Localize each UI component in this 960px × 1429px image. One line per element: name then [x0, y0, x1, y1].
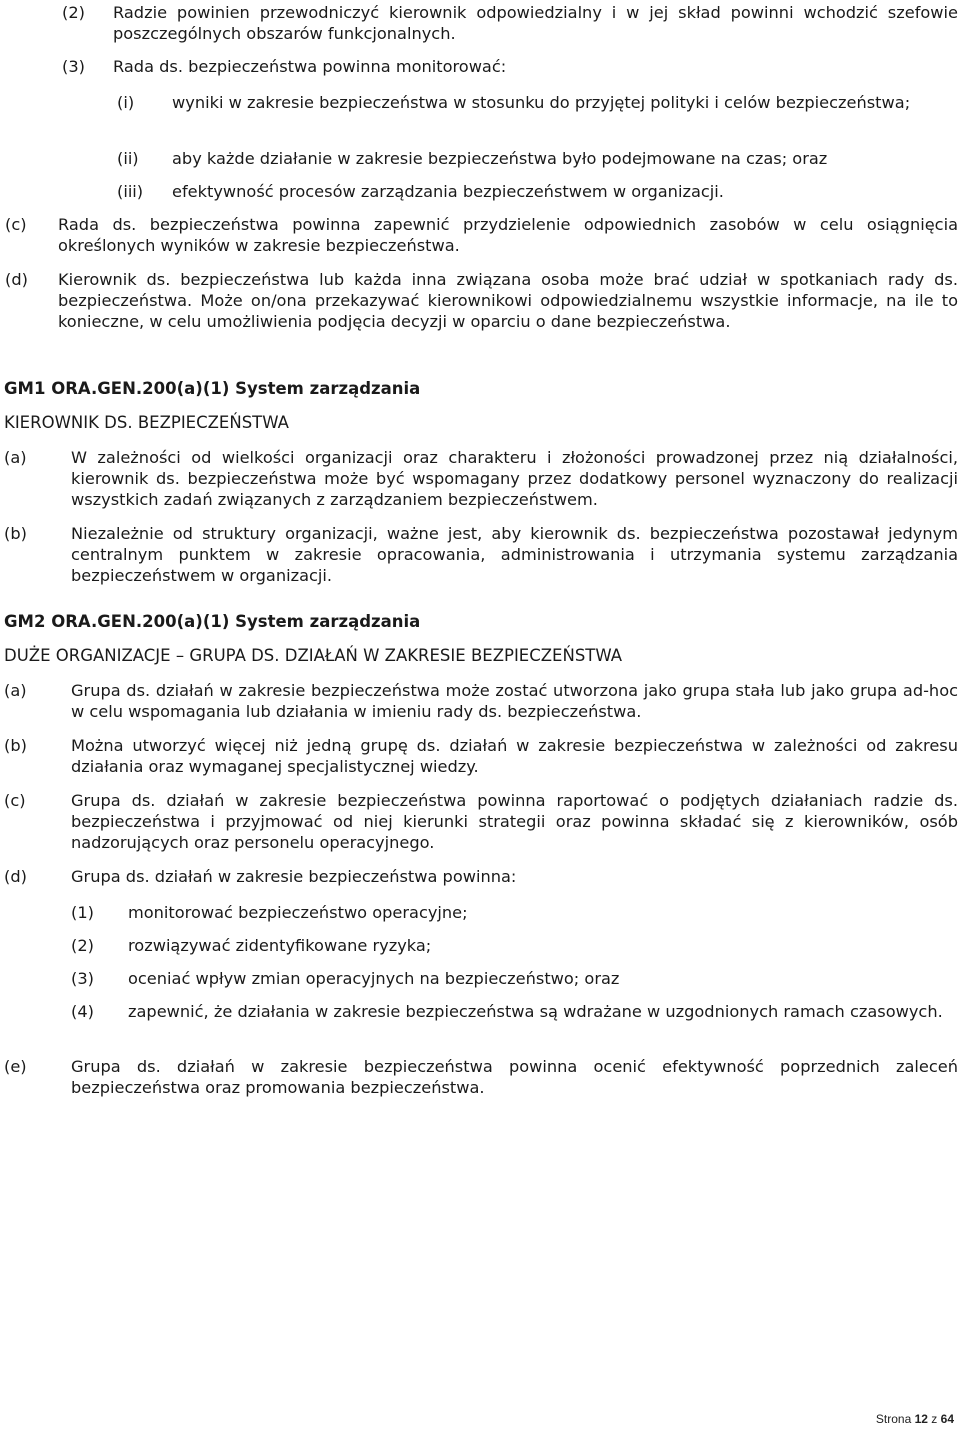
item-text: rozwiązywać zidentyfikowane ryzyka;: [128, 936, 432, 955]
section-heading-gm2: GM2 ORA.GEN.200(a)(1) System zarządzania: [4, 612, 421, 631]
item-label: (i): [117, 93, 135, 112]
item-label: (4): [71, 1002, 94, 1021]
item-text: Rada ds. bezpieczeństwa powinna monitorować:: [113, 57, 507, 76]
item-label: (3): [71, 969, 94, 988]
item-label: (a): [4, 448, 27, 467]
item-text: Grupa ds. działań w zakresie bezpieczeństwa powinna ocenić efektywność poprzednich zaleceń bezpieczeństwa oraz promowania bezpieczeństwa.: [71, 1057, 958, 1097]
section-subheading-gm2: DUŻE ORGANIZACJE – GRUPA DS. DZIAŁAŃ W ZAKRESIE BEZPIECZEŃSTWA: [4, 646, 623, 665]
item-label: (d): [4, 867, 27, 886]
item-label: (c): [5, 215, 27, 234]
item-text: Rada ds. bezpieczeństwa powinna zapewnić przydzielenie odpowiednich zasobów w celu osiągnięcia określonych wyników w zakresie bezpieczeństwa.: [58, 215, 958, 255]
item-text: monitorować bezpieczeństwo operacyjne;: [128, 903, 468, 922]
footer-page-total: 64: [940, 1412, 954, 1426]
footer-page-number: 12: [914, 1412, 928, 1426]
item-label: (2): [71, 936, 94, 955]
item-label: (b): [4, 524, 27, 543]
footer-prefix: Strona: [875, 1412, 912, 1426]
page-footer: [876, 1412, 954, 1426]
item-text: Grupa ds. działań w zakresie bezpieczeństwa może zostać utworzona jako grupa stała lub jako grupa ad-hoc w celu wspomagania lub działania w imieniu rady ds. bezpieczeństwa.: [71, 681, 958, 721]
item-label: (3): [62, 57, 85, 76]
item-text: oceniać wpływ zmian operacyjnych na bezpieczeństwo; oraz: [128, 969, 620, 988]
item-label: (2): [62, 3, 85, 22]
item-text: wyniki w zakresie bezpieczeństwa w stosunku do przyjętej polityki i celów bezpieczeństwa;: [172, 93, 911, 112]
section-heading-gm1: GM1 ORA.GEN.200(a)(1) System zarządzania: [4, 379, 421, 398]
item-label: (d): [5, 270, 28, 289]
item-label: (iii): [117, 182, 144, 201]
item-text: zapewnić, że działania w zakresie bezpieczeństwa są wdrażane w uzgodnionych ramach czasowych.: [128, 1002, 943, 1021]
item-label: (ii): [117, 149, 139, 168]
item-text: Można utworzyć więcej niż jedną grupę ds. działań w zakresie bezpieczeństwa w zależności od zakresu działania oraz wymaganej specjalistycznej wiedzy.: [71, 736, 958, 776]
item-label: (e): [4, 1057, 27, 1076]
item-text: aby każde działanie w zakresie bezpieczeństwa było podejmowane na czas; oraz: [172, 149, 828, 168]
item-text: Niezależnie od struktury organizacji, ważne jest, aby kierownik ds. bezpieczeństwa pozostawał jedynym centralnym punktem w zakresie opracowania, administrowania i utrzymania systemu zarządzania bezpieczeństwem w organizacji.: [71, 524, 958, 585]
section-subheading-gm1: KIEROWNIK DS. BEZPIECZEŃSTWA: [4, 413, 289, 432]
item-text: Radzie powinien przewodniczyć kierownik odpowiedzialny i w jej skład powinni wchodzić szefowie poszczególnych obszarów funkcjonalnych.: [113, 3, 958, 43]
footer-separator: z: [931, 1412, 938, 1426]
item-text: efektywność procesów zarządzania bezpieczeństwem w organizacji.: [172, 182, 724, 201]
item-label: (b): [4, 736, 27, 755]
item-label: (c): [4, 791, 26, 810]
item-text: W zależności od wielkości organizacji oraz charakteru i złożoności prowadzonej przez nią działalności, kierownik ds. bezpieczeństwa może być wspomagany przez dodatkowy personel wyznaczony do realizacji wszystkich zadań związanych z zarządzaniem bezpieczeństwem.: [71, 448, 958, 509]
item-label: (a): [4, 681, 27, 700]
item-text: Kierownik ds. bezpieczeństwa lub każda inna związana osoba może brać udział w spotkaniach rady ds. bezpieczeństwa. Może on/ona przekazywać kierownikowi odpowiedzialnemu wszystkie informacje, na ile to konieczne, w celu umożliwienia podjęcia decyzji w oparciu o dane bezpieczeństwa.: [58, 270, 958, 331]
item-text: Grupa ds. działań w zakresie bezpieczeństwa powinna:: [71, 867, 517, 886]
item-text: Grupa ds. działań w zakresie bezpieczeństwa powinna raportować o podjętych działaniach radzie ds. bezpieczeństwa i przyjmować od niej kierunki strategii oraz powinna składać się z kierowników, osób nadzorujących oraz personelu operacyjnego.: [71, 791, 958, 852]
item-label: (1): [71, 903, 94, 922]
